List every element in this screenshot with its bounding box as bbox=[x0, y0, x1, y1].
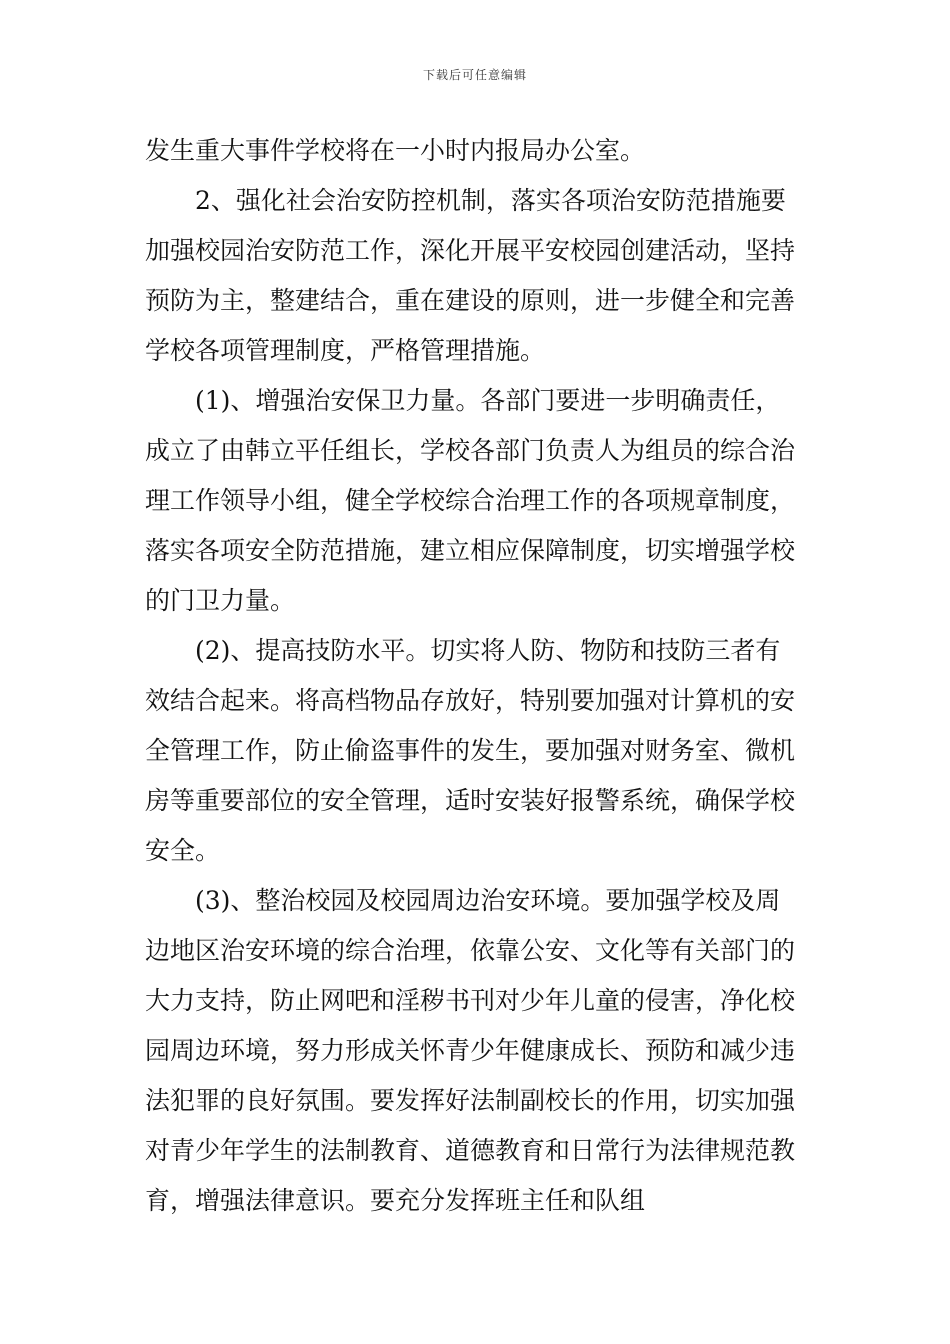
document-body bbox=[145, 126, 805, 1226]
paragraph-item-3: (3)、整治校园及校园周边治安环境。要加强学校及周边地区治安环境的综合治理，依靠公安、文化等有关部门的大力支持，防止网吧和淫秽书刊对少年儿童的侵害，净化校园周边环境，努力形成关怀青少年健康成长、预防和减少违法犯罪的良好氛围。要发挥好法制副校长的作用，切实加强对青少年学生的法制教育、道德教育和日常行为法律规范教育，增强法律意识。要充分发挥班主任和队组 bbox=[145, 886, 796, 1215]
page-header: 下载后可任意编辑 bbox=[422, 68, 527, 82]
paragraph-continuation: 发生重大事件学校将在一小时内报局办公室。 bbox=[145, 136, 646, 165]
paragraph-section-2: 2、强化社会治安防控机制，落实各项治安防范措施要加强校园治安防范工作，深化开展平安校园创建活动，坚持预防为主，整建结合，重在建设的原则，进一步健全和完善学校各项管理制度，严格管理措施。 bbox=[145, 186, 796, 365]
paragraph-item-1: (1)、增强治安保卫力量。各部门要进一步明确责任，成立了由韩立平任组长，学校各部门负责人为组员的综合治理工作领导小组，健全学校综合治理工作的各项规章制度，落实各项安全防范措施，建立相应保障制度，切实增强学校的门卫力量。 bbox=[145, 386, 796, 615]
paragraph-item-2: (2)、提高技防水平。切实将人防、物防和技防三者有效结合起来。将高档物品存放好，特别要加强对计算机的安全管理工作，防止偷盗事件的发生，要加强对财务室、微机房等重要部位的安全管理，适时安装好报警系统，确保学校安全。 bbox=[145, 636, 796, 865]
